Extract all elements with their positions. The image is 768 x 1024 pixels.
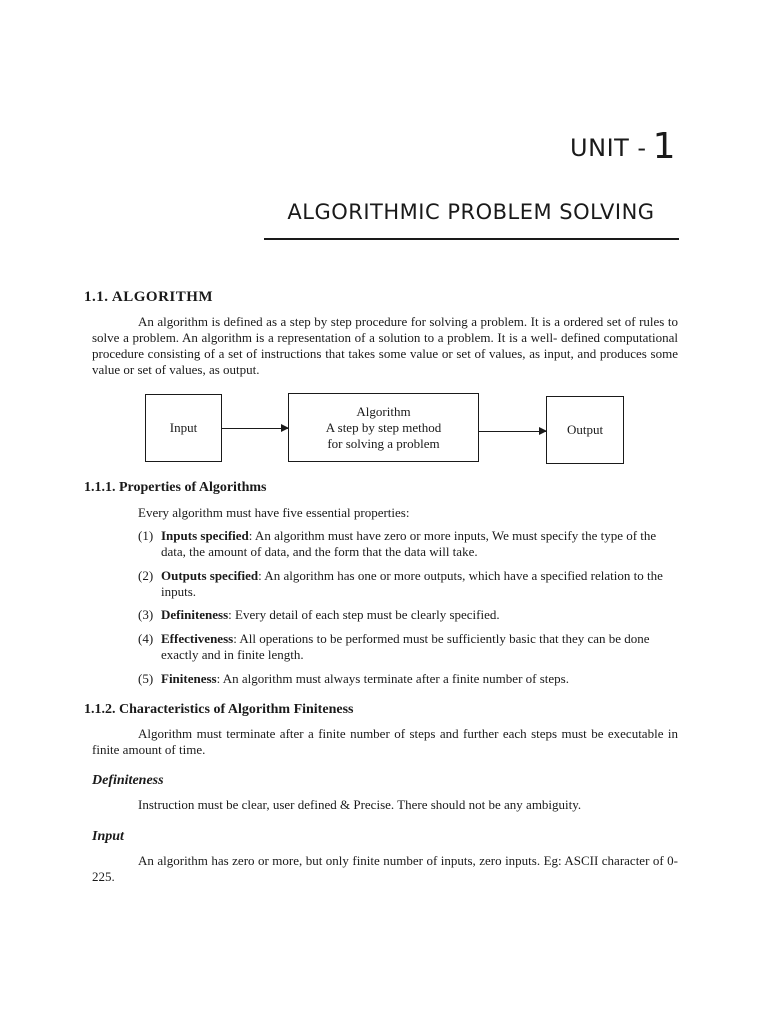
input-box [145, 394, 222, 462]
characteristics-paragraph: Algorithm must terminate after a finite number of steps and further each steps must be executable in finite amount of time. [92, 726, 678, 757]
property-term: Definiteness [161, 607, 229, 622]
input-paragraph: An algorithm has zero or more, but only finite number of inputs, zero inputs. Eg: ASCII character of 0-225. [92, 853, 678, 884]
property-item [138, 528, 678, 560]
property-description: : Every detail of each step must be clearly specified. [228, 607, 500, 622]
input-to-algorithm-arrow [222, 428, 288, 429]
algorithm-to-output-arrow [479, 431, 546, 432]
input-box-label: Input [169, 420, 198, 435]
output-box [546, 396, 624, 464]
property-term: Outputs specified [161, 568, 259, 583]
section-heading-characteristics: 1.1.2. Characteristics of Algorithm Finiteness [84, 702, 354, 717]
property-number: (1) [138, 528, 154, 543]
property-term: Effectiveness [161, 631, 234, 646]
property-number: (3) [138, 607, 154, 622]
property-term: Finiteness [161, 671, 217, 686]
property-description: : An algorithm has one or more outputs, which have a specified relation to the inputs. [161, 568, 663, 599]
property-number: (4) [138, 631, 154, 646]
section-heading-properties: 1.1.1. Properties of Algorithms [84, 480, 267, 495]
property-description: : An algorithm must always terminate after a finite number of steps. [216, 671, 569, 686]
definiteness-heading: Definiteness [92, 773, 164, 788]
input-heading: Input [92, 829, 124, 844]
definiteness-text: Instruction must be clear, user defined & Precise. There should not be any ambiguity. [138, 797, 582, 812]
property-number: (5) [138, 671, 154, 686]
chapter-title: ALGORITHMIC PROBLEM SOLVING [287, 200, 655, 224]
title-underline [264, 238, 679, 240]
section-heading-algorithm: 1.1. ALGORITHM [84, 289, 214, 305]
algorithm-box-line-2: A step by step method [325, 419, 442, 435]
properties-intro: Every algorithm must have five essential properties: [138, 505, 410, 520]
unit-label-text: UNIT - [570, 134, 647, 162]
property-item [138, 631, 678, 663]
property-item [138, 671, 678, 687]
property-item [138, 607, 678, 623]
algorithm-box-line-1: Algorithm [356, 403, 411, 419]
algorithm-box-line-3: for solving a problem [327, 435, 440, 451]
algorithm-definition-paragraph: An algorithm is defined as a step by step procedure for solving a problem. It is a ordered set of rules to solve a problem. An algorithm is a representation of a solution to a problem. It is a well- defined computational procedure consisting of a set of instructions that takes some value or set of values, as input, and produces some value or set of values, as output. [92, 314, 678, 377]
unit-number: 1 [652, 126, 676, 167]
algorithm-box [288, 393, 479, 462]
property-description: : An algorithm must have zero or more inputs, We must specify the type of the data, the amount of data, and the form that the data will take. [161, 528, 657, 559]
unit-label [570, 124, 676, 165]
property-number: (2) [138, 568, 154, 583]
property-description: : All operations to be performed must be sufficiently basic that they can be done exactly and in finite length. [161, 631, 650, 662]
property-term: Inputs specified [161, 528, 249, 543]
property-item [138, 568, 678, 600]
output-box-label: Output [566, 422, 604, 437]
